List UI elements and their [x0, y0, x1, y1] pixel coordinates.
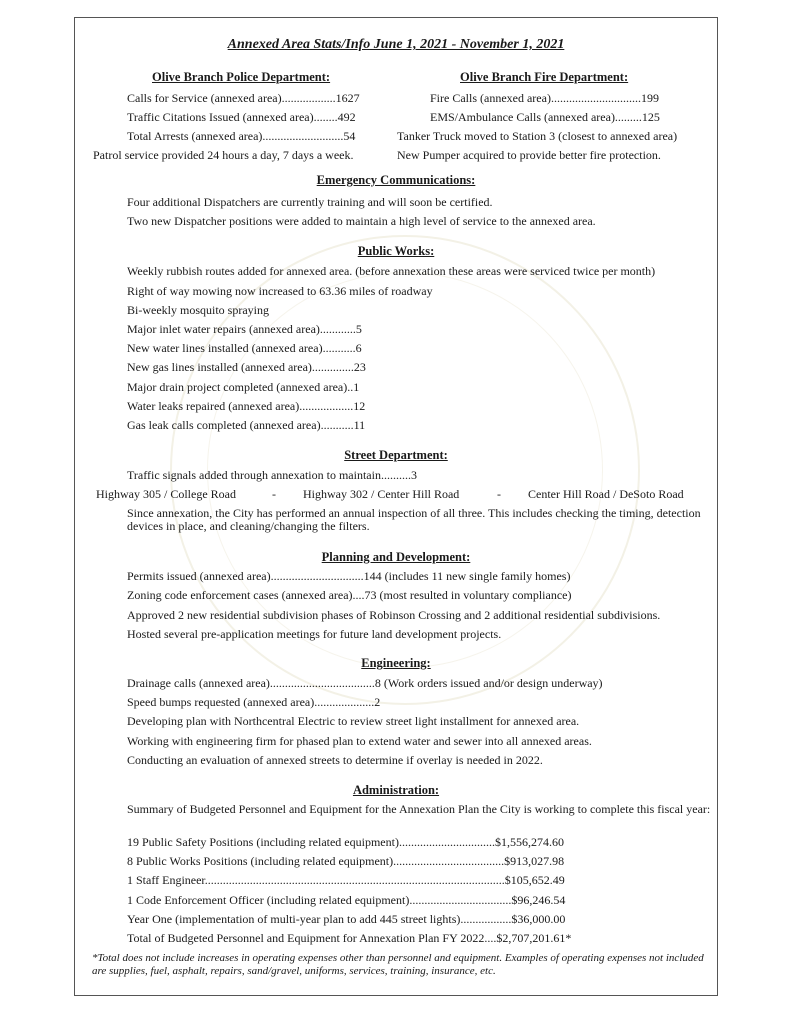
- public-works-header: Public Works:: [357, 244, 435, 258]
- fire-pumper: New Pumper acquired to provide better fire protection.: [397, 148, 661, 162]
- fire-tanker: Tanker Truck moved to Station 3 (closest to annexed area): [397, 129, 678, 143]
- engineering-line: Conducting an evaluation of annexed streets to determine if overlay is needed in 2022.: [127, 753, 543, 767]
- engineering-line: Speed bumps requested (annexed area)....................2: [127, 695, 381, 709]
- emergency-line: Two new Dispatcher positions were added to maintain a high level of service to the annexed area.: [127, 214, 596, 228]
- engineering-line: Drainage calls (annexed area)...................................8 (Work orders issued and/or design underway): [127, 676, 603, 690]
- fire-calls: Fire Calls (annexed area)..............................199: [430, 91, 659, 105]
- engineering-header: Engineering:: [361, 656, 431, 670]
- budget-line: 1 Staff Engineer....................................................................................................$105,652.49: [127, 873, 565, 887]
- budget-line: 8 Public Works Positions (including related equipment).....................................$913,027.98: [127, 854, 565, 868]
- planning-line: Zoning code enforcement cases (annexed area)....73 (most resulted in voluntary compliance): [127, 588, 572, 602]
- emergency-line: Four additional Dispatchers are currently training and will soon be certified.: [127, 195, 493, 209]
- fire-ems: EMS/Ambulance Calls (annexed area).........125: [430, 110, 660, 124]
- public-works-line: Gas leak calls completed (annexed area)...........11: [127, 418, 366, 432]
- public-works-line: Water leaks repaired (annexed area)..................12: [127, 399, 366, 413]
- administration-summary: Summary of Budgeted Personnel and Equipment for the Annexation Plan the City is working to complete this fiscal year:: [127, 802, 711, 816]
- public-works-line: Major drain project completed (annexed area)..1: [127, 380, 360, 394]
- footnote: *Total does not include increases in operating expenses other than personnel and equipment. Examples of operating expenses not included are supplies, fuel, asphalt, repairs, sand/gravel, uniforms, services, training, insurance, etc.: [92, 952, 704, 977]
- police-calls: Calls for Service (annexed area)..................1627: [127, 91, 360, 105]
- street-signals: Traffic signals added through annexation to maintain..........3: [127, 468, 417, 482]
- road-separator: -: [272, 487, 276, 501]
- fire-header: Olive Branch Fire Department:: [460, 70, 629, 84]
- police-header: Olive Branch Police Department:: [152, 70, 331, 84]
- police-citations: Traffic Citations Issued (annexed area)........492: [127, 110, 356, 124]
- public-works-line: Right of way mowing now increased to 63.36 miles of roadway: [127, 284, 433, 298]
- public-works-line: Major inlet water repairs (annexed area)............5: [127, 322, 362, 336]
- engineering-line: Developing plan with Northcentral Electric to review street light installment for annexed area.: [127, 714, 580, 728]
- street-road: Highway 302 / Center Hill Road: [303, 487, 460, 501]
- administration-header: Administration:: [352, 783, 440, 797]
- budget-line: Year One (implementation of multi-year plan to add 445 street lights).................$36,000.00: [127, 912, 566, 926]
- planning-line: Permits issued (annexed area)...............................144 (includes 11 new single family homes): [127, 569, 571, 583]
- street-road: Center Hill Road / DeSoto Road: [528, 487, 684, 501]
- budget-line: 19 Public Safety Positions (including related equipment)................................$1,556,274.60: [127, 835, 564, 849]
- street-header: Street Department:: [344, 448, 448, 462]
- planning-line: Approved 2 new residential subdivision phases of Robinson Crossing and 2 additional residential subdivisions.: [127, 608, 661, 622]
- public-works-line: New water lines installed (annexed area)...........6: [127, 341, 362, 355]
- engineering-line: Working with engineering firm for phased plan to extend water and sewer into all annexed areas.: [127, 734, 592, 748]
- emergency-header: Emergency Communications:: [316, 173, 476, 187]
- police-patrol: Patrol service provided 24 hours a day, 7 days a week.: [93, 148, 354, 162]
- police-arrests: Total Arrests (annexed area)...........................54: [127, 129, 356, 143]
- budget-line: 1 Code Enforcement Officer (including related equipment)..................................$96,246.54: [127, 893, 566, 907]
- street-road: Highway 305 / College Road: [96, 487, 236, 501]
- public-works-line: New gas lines installed (annexed area)..............23: [127, 360, 366, 374]
- budget-total: Total of Budgeted Personnel and Equipment for Annexation Plan FY 2022....$2,707,201.61*: [127, 931, 572, 945]
- road-separator: -: [497, 487, 501, 501]
- public-works-line: Bi-weekly mosquito spraying: [127, 303, 269, 317]
- street-note: Since annexation, the City has performed an annual inspection of all three. This includes checking the timing, detection devices in place, and cleaning/changing the filters.: [127, 506, 701, 533]
- planning-line: Hosted several pre-application meetings for future land development projects.: [127, 627, 502, 641]
- page-title: Annexed Area Stats/Info June 1, 2021 - November 1, 2021: [227, 37, 565, 52]
- planning-header: Planning and Development:: [321, 550, 471, 564]
- public-works-line: Weekly rubbish routes added for annexed area. (before annexation these areas were serviced twice per month): [127, 264, 656, 278]
